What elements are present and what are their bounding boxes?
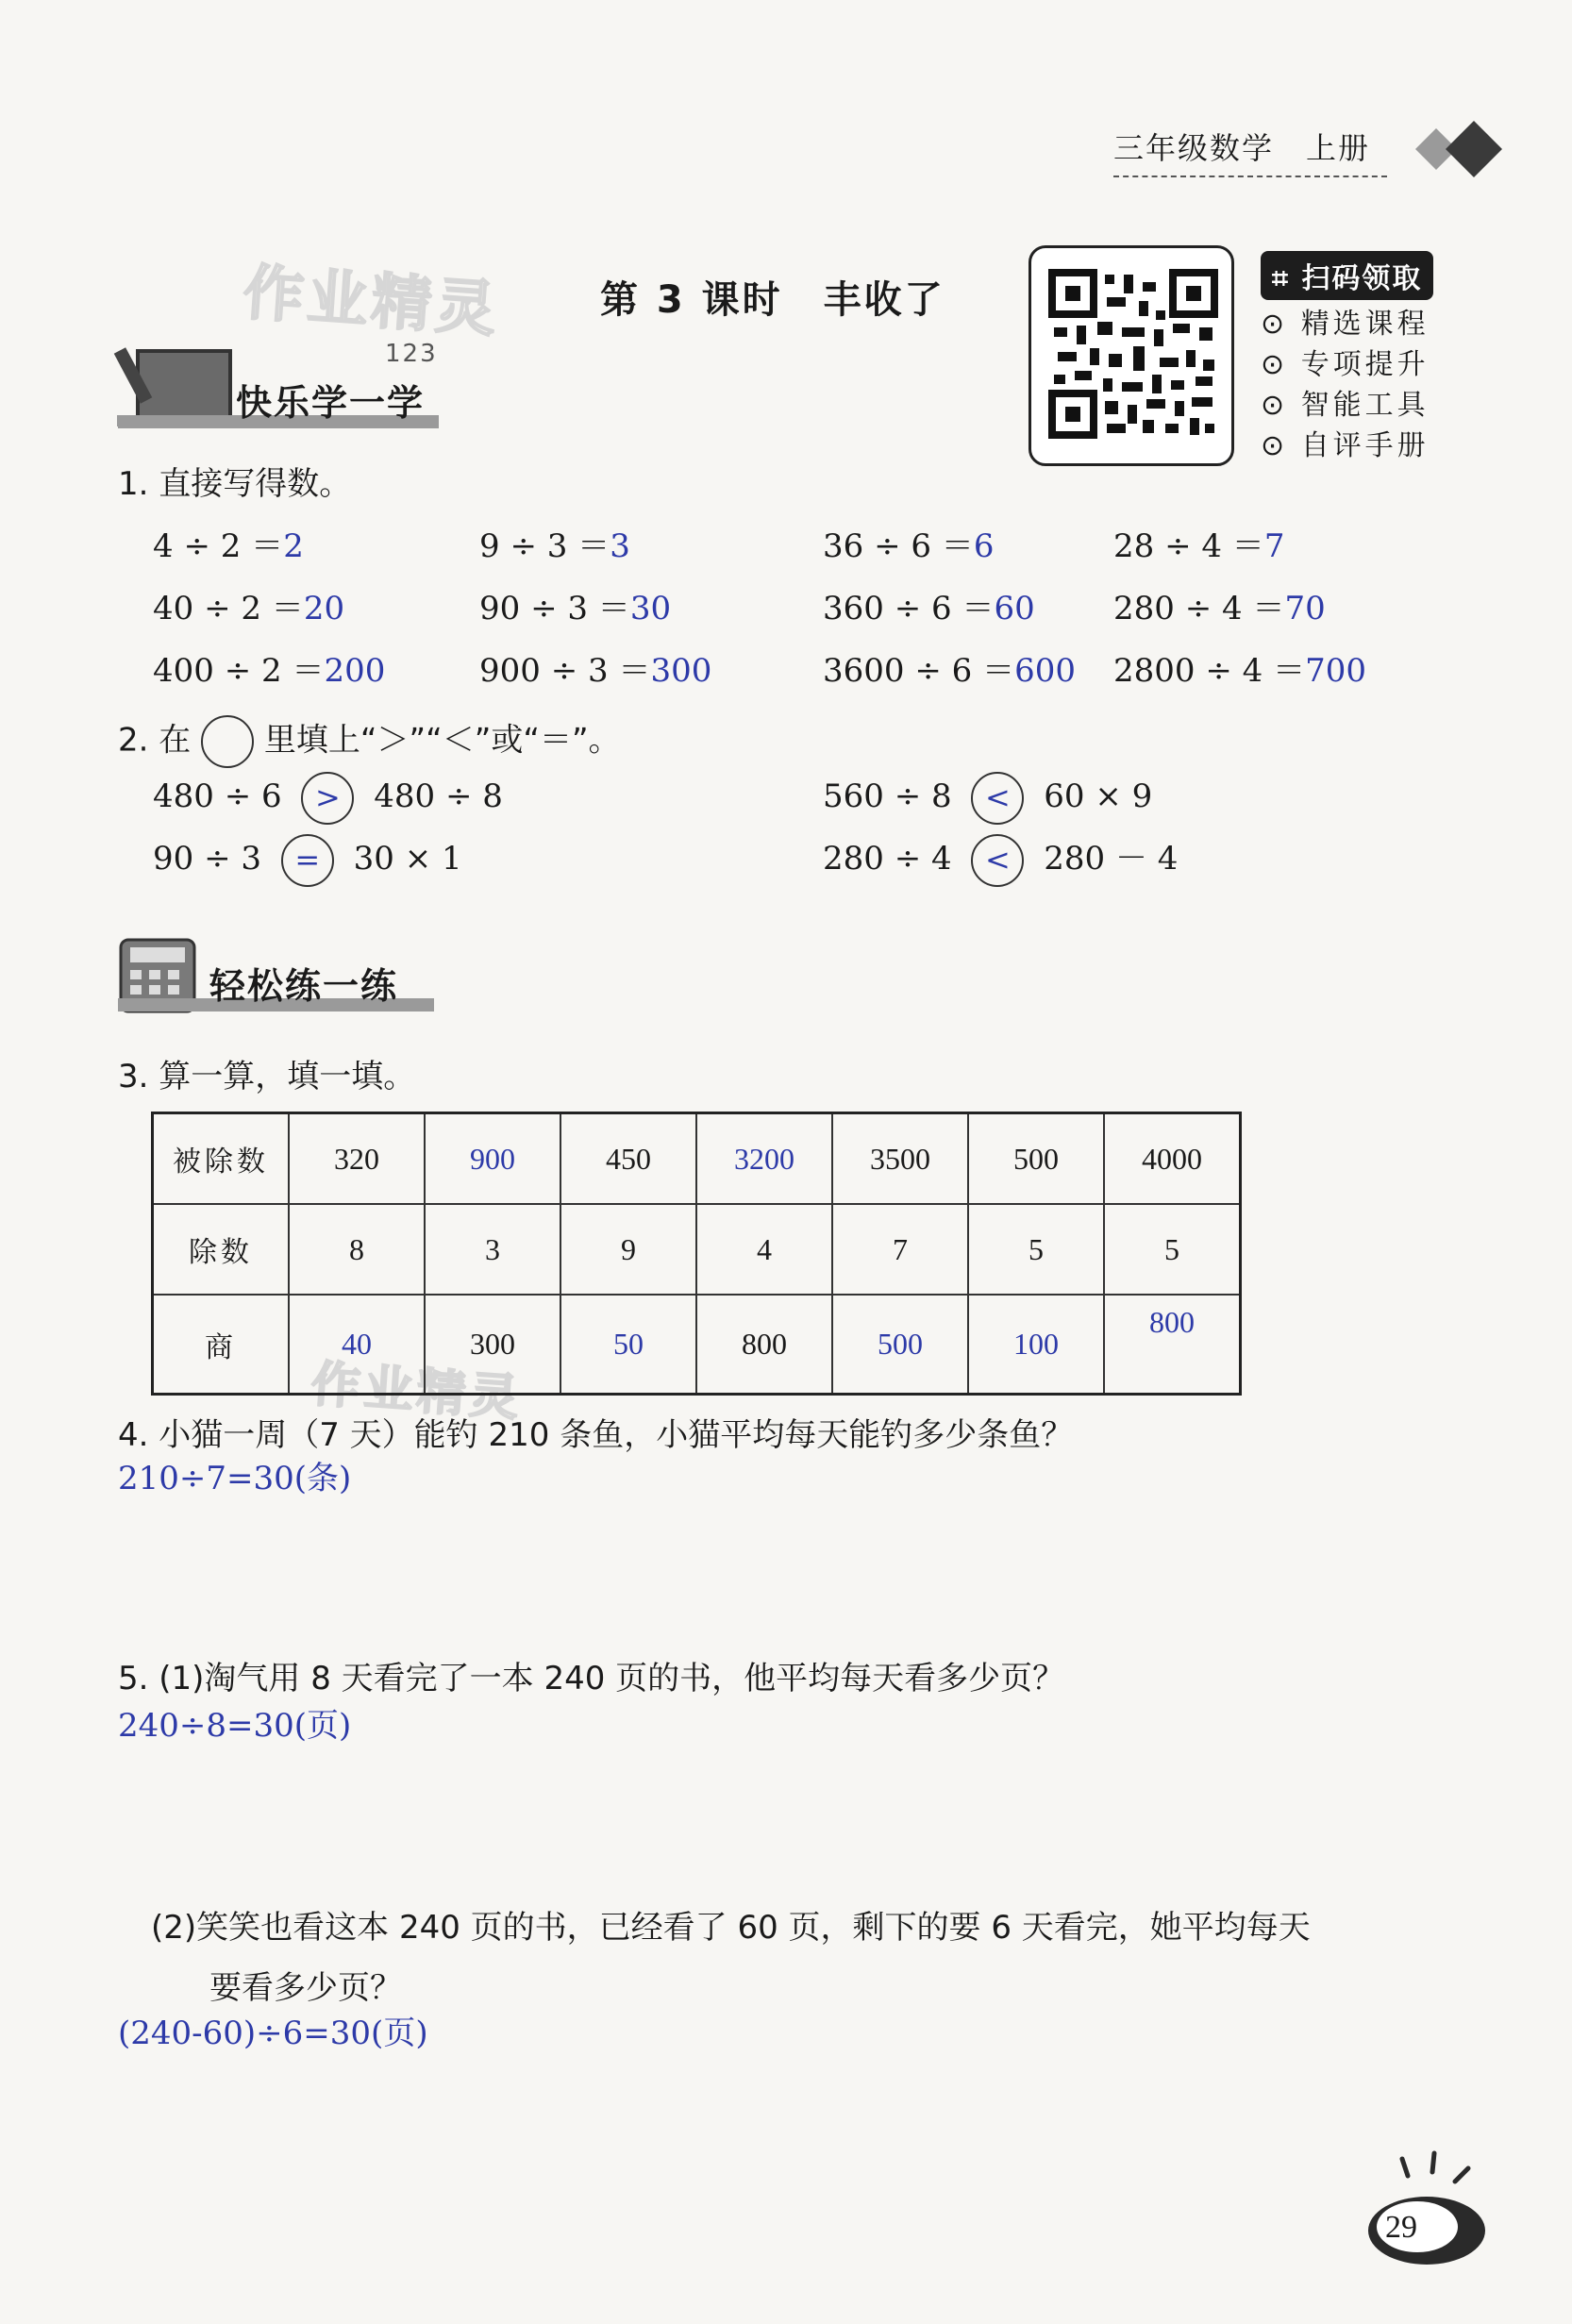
- q1-item: 90 ÷ 3 ＝30: [479, 590, 672, 627]
- qr-menu: [1261, 304, 1430, 466]
- q1-title: 1. 直接写得数。: [118, 465, 352, 503]
- q1-item: 400 ÷ 2 ＝200: [153, 652, 386, 690]
- table-cell: 500: [968, 1113, 1104, 1205]
- table-cell: 9: [560, 1204, 696, 1295]
- qr-menu-item[interactable]: ⊙ 精选课程: [1261, 308, 1430, 341]
- q1-item: 40 ÷ 2 ＝20: [153, 590, 345, 627]
- table-cell-answer[interactable]: 3200: [696, 1113, 832, 1205]
- q1-item: 9 ÷ 3 ＝3: [479, 527, 630, 565]
- compare-circle[interactable]: <: [971, 834, 1024, 887]
- scan-badge[interactable]: [1261, 251, 1433, 300]
- table-cell: 7: [832, 1204, 968, 1295]
- table-cell-answer[interactable]: 500: [832, 1295, 968, 1395]
- section1-deco: 123: [385, 340, 438, 368]
- q4-answer[interactable]: 210÷7=30(条): [118, 1460, 352, 1497]
- q1-item: 900 ÷ 3 ＝300: [479, 652, 712, 690]
- q1-item: 360 ÷ 6 ＝60: [823, 590, 1035, 627]
- q5-part1-text: 5. (1)淘气用 8 天看完了一本 240 页的书，他平均每天看多少页？: [118, 1660, 1065, 1697]
- watermark-mid: 作业精灵: [309, 1356, 525, 1428]
- table-cell-answer[interactable]: 50: [560, 1295, 696, 1395]
- q1-item: 280 ÷ 4 ＝70: [1113, 590, 1326, 627]
- table-cell: 300: [425, 1295, 560, 1395]
- q5-part1-answer[interactable]: 240÷8=30(页): [118, 1707, 352, 1745]
- qr-frame: [1028, 245, 1234, 466]
- row-label: 除数: [153, 1204, 290, 1295]
- table-cell-answer[interactable]: 800: [1104, 1295, 1241, 1395]
- section1-label: 快乐学一学: [236, 382, 426, 424]
- q3-title: 3. 算一算，填一填。: [118, 1058, 416, 1095]
- table-cell: 5: [1104, 1204, 1241, 1295]
- table-cell: 3: [425, 1204, 560, 1295]
- q1-item: 2800 ÷ 4 ＝700: [1113, 652, 1366, 690]
- watermark-top: 作业精灵: [241, 258, 502, 346]
- q5-part2-line2: 要看多少页？: [209, 1969, 402, 2007]
- table-cell-answer[interactable]: 900: [425, 1113, 560, 1205]
- q2-item: 280 ÷ 4 < 280 － 4: [823, 834, 1178, 887]
- q1-item: 36 ÷ 6 ＝6: [823, 527, 995, 565]
- table-cell: 800: [696, 1295, 832, 1395]
- table-row: [153, 1204, 1241, 1295]
- q1-item: 4 ÷ 2 ＝2: [153, 527, 304, 565]
- table-cell: 4: [696, 1204, 832, 1295]
- scan-icon: ⌗: [1272, 262, 1290, 295]
- check-circle-icon: ⊙: [1261, 348, 1289, 381]
- q1-item: 28 ÷ 4 ＝7: [1113, 527, 1285, 565]
- table-cell: 450: [560, 1113, 696, 1205]
- table-cell: 320: [289, 1113, 425, 1205]
- table-cell: 3500: [832, 1113, 968, 1205]
- book-title: 三年级数学 上册: [1113, 130, 1371, 166]
- compare-circle[interactable]: >: [301, 772, 354, 825]
- q2-item: 480 ÷ 6 > 480 ÷ 8: [153, 772, 503, 825]
- q5-part2-line1: (2)笑笑也看这本 240 页的书，已经看了 60 页，剩下的要 6 天看完，她平均每天: [151, 1909, 1311, 1947]
- diamond-decoration-icon: [1396, 111, 1519, 187]
- division-table: [151, 1112, 1242, 1396]
- table-cell: 5: [968, 1204, 1104, 1295]
- lesson-title: 第 3 课时 丰收了: [600, 278, 945, 322]
- row-label: 商: [153, 1295, 290, 1395]
- q5-part2-answer[interactable]: (240-60)÷6=30(页): [118, 2015, 428, 2052]
- table-row: [153, 1295, 1241, 1395]
- table-cell: 4000: [1104, 1113, 1241, 1205]
- row-label: 被除数: [153, 1113, 290, 1205]
- compare-circle[interactable]: <: [971, 772, 1024, 825]
- q2-item: 90 ÷ 3 = 30 × 1: [153, 834, 462, 887]
- compare-circle[interactable]: =: [281, 834, 334, 887]
- table-cell-answer[interactable]: 40: [289, 1295, 425, 1395]
- qr-menu-item[interactable]: ⊙ 智能工具: [1261, 389, 1430, 422]
- header-divider: [1113, 176, 1387, 177]
- check-circle-icon: ⊙: [1261, 308, 1289, 341]
- scan-badge-label: 扫码领取: [1301, 262, 1423, 295]
- section2-label: 轻松练一练: [209, 965, 399, 1007]
- check-circle-icon: ⊙: [1261, 389, 1289, 422]
- q1-item: 3600 ÷ 6 ＝600: [823, 652, 1076, 690]
- table-cell: 8: [289, 1204, 425, 1295]
- page-number: 29: [1385, 2210, 1417, 2245]
- q2-title: 2. 在 里填上“＞”“＜”或“＝”。: [118, 715, 621, 768]
- qr-menu-item[interactable]: ⊙ 专项提升: [1261, 348, 1430, 381]
- q4-text: 4. 小猫一周（7 天）能钓 210 条鱼，小猫平均每天能钓多少条鱼？: [118, 1416, 1074, 1454]
- empty-circle-icon: [201, 715, 254, 768]
- check-circle-icon: ⊙: [1261, 429, 1289, 462]
- qr-menu-item[interactable]: ⊙ 自评手册: [1261, 429, 1430, 462]
- table-cell-answer[interactable]: 100: [968, 1295, 1104, 1395]
- table-row: [153, 1113, 1241, 1205]
- qr-code-icon[interactable]: [1048, 269, 1218, 439]
- q2-item: 560 ÷ 8 < 60 × 9: [823, 772, 1152, 825]
- page-number-decoration: [1351, 2140, 1493, 2272]
